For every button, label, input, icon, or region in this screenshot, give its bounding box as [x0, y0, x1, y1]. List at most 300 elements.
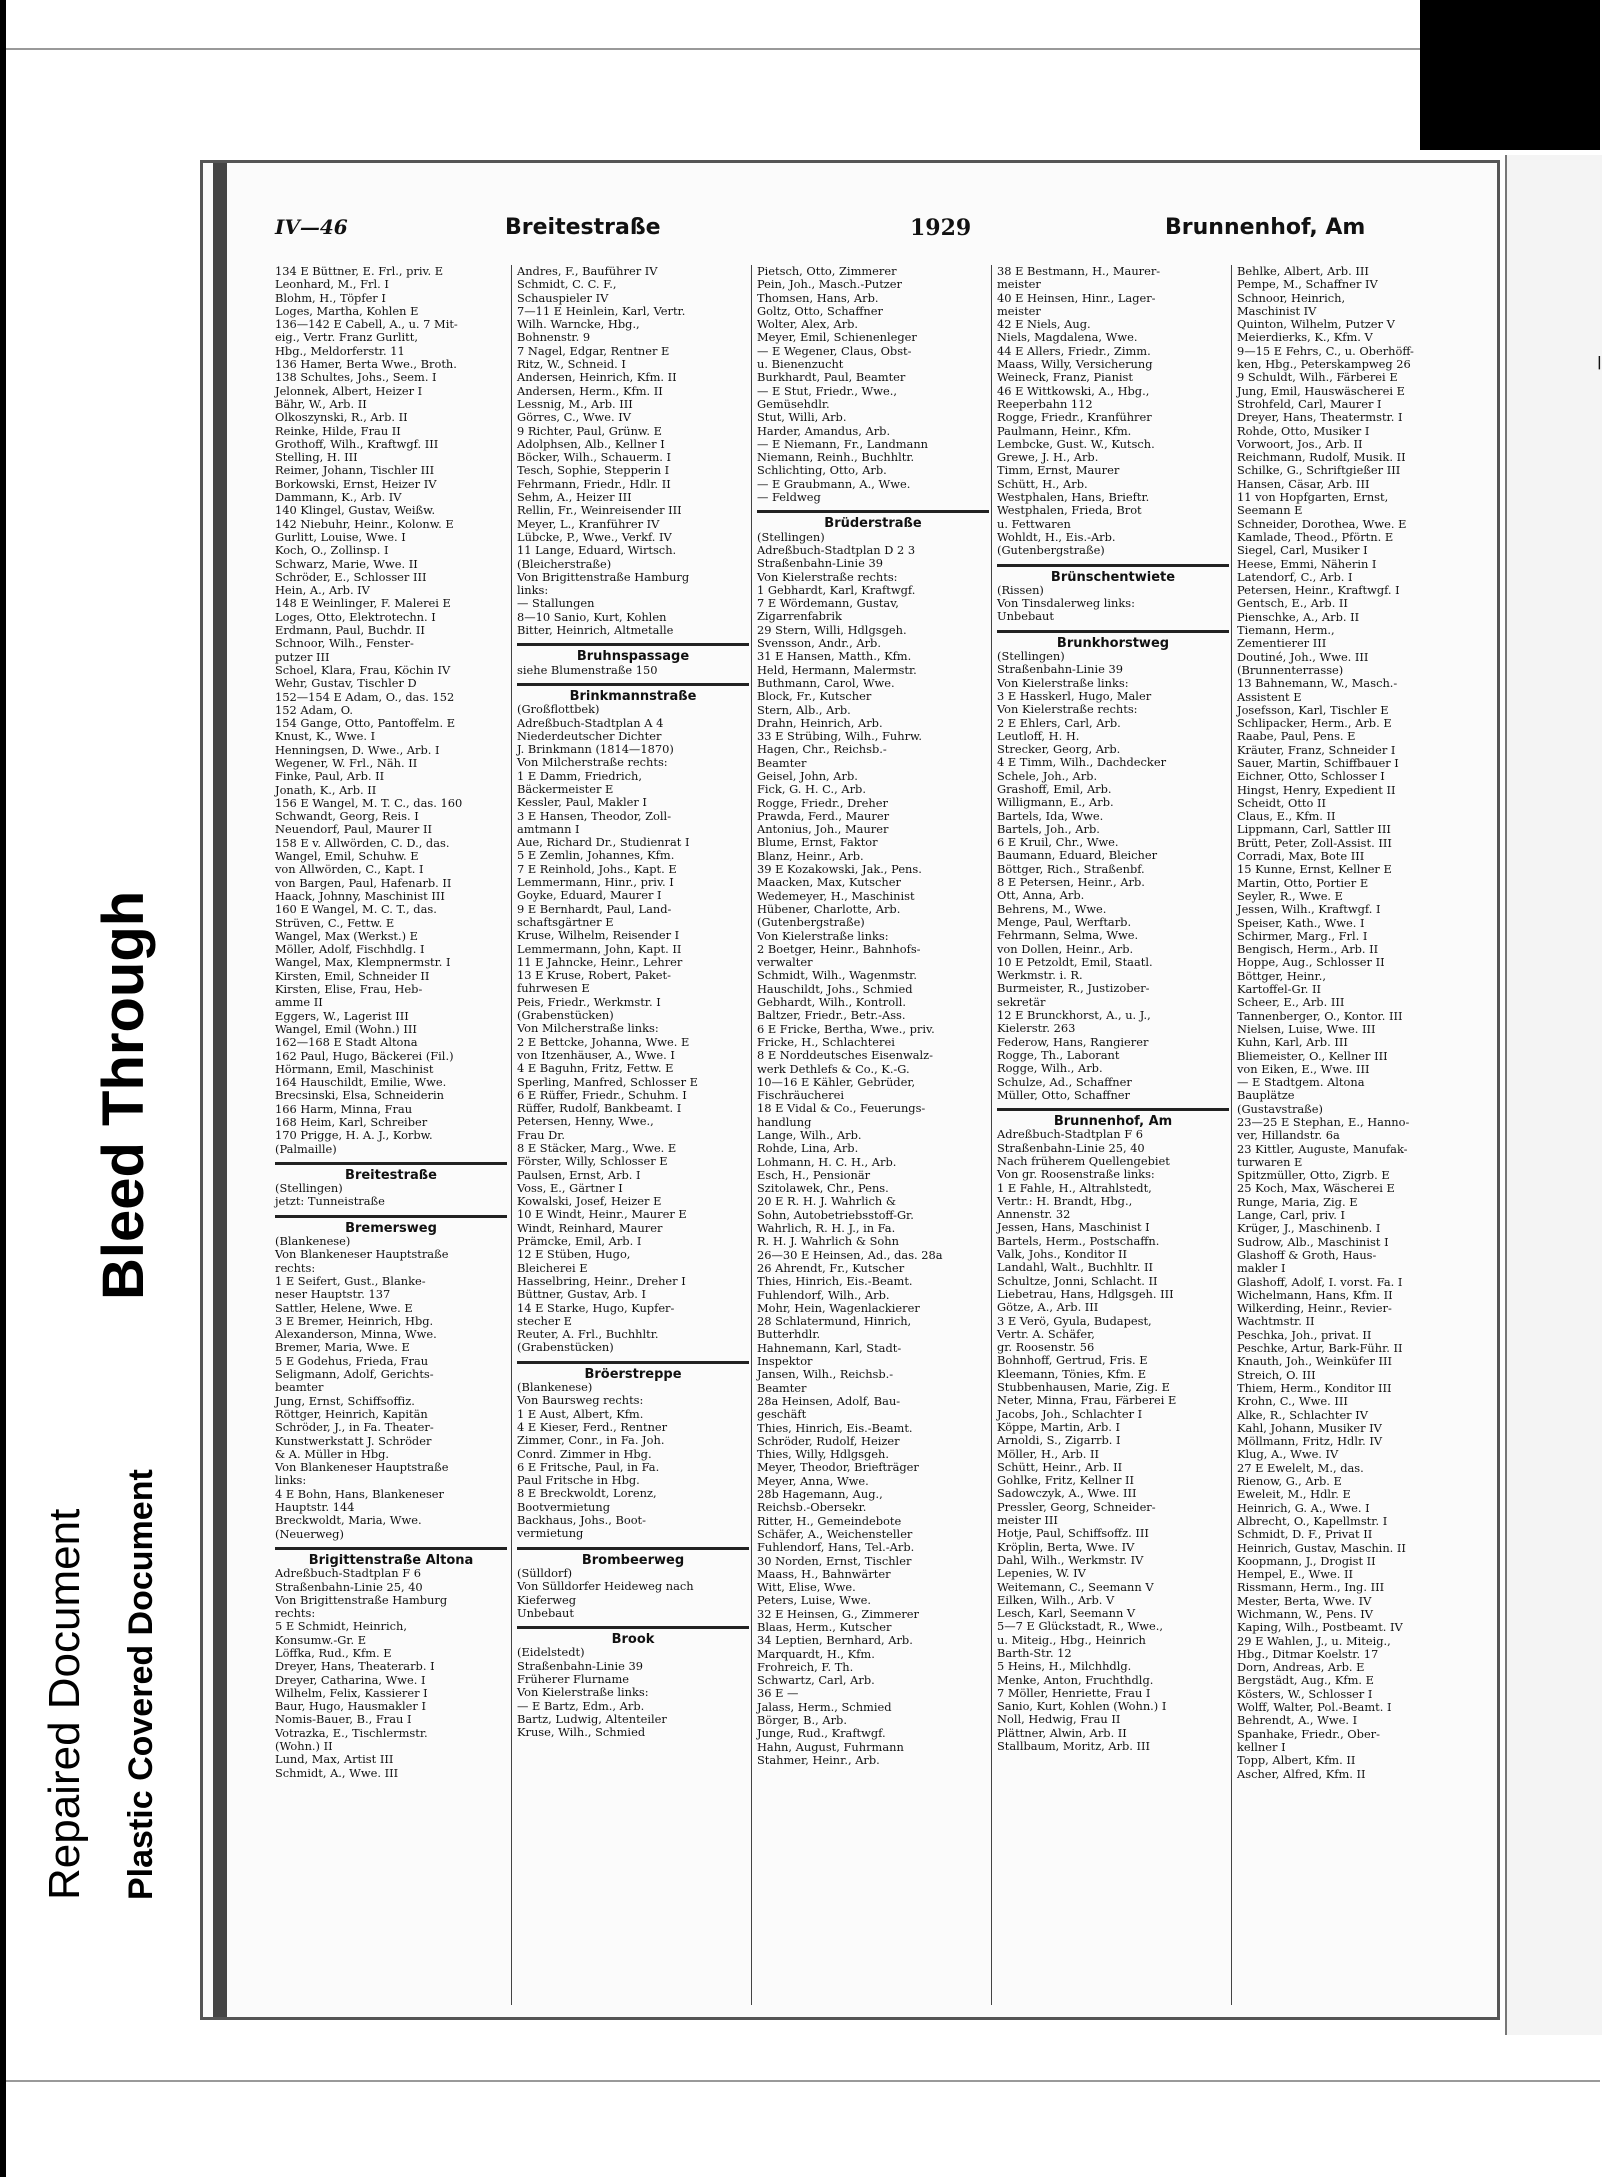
column-1 — [275, 265, 507, 2005]
directory-entry: Alke, R., Schlachter IV — [1237, 1407, 1368, 1422]
directory-entry: 140 Klingel, Gustav, Weißw. — [275, 503, 436, 518]
directory-entry: 5 Heins, H., Milchhdlg. — [997, 1659, 1132, 1674]
directory-entry: Glashoff & Groth, Haus- — [1237, 1247, 1377, 1262]
directory-entry: Börger, B., Arb. — [757, 1713, 847, 1728]
directory-entry: Ott, Anna, Arb. — [997, 888, 1085, 903]
directory-entry: Kahl, Johann, Musiker IV — [1237, 1420, 1382, 1435]
running-head-right: Brunnenhof, Am — [1165, 215, 1366, 240]
directory-entry: 32 E Heinsen, G., Zimmerer — [757, 1606, 919, 1621]
directory-entry: Sohn, Autobetriebsstoff-Gr. — [757, 1207, 914, 1222]
directory-entry: Straßenbahn-Linie 39 — [997, 662, 1123, 677]
directory-entry: Maacken, Max, Kutscher — [757, 875, 901, 890]
directory-entry: Heese, Emmi, Näherin I — [1237, 556, 1377, 571]
directory-entry: Peschka, Joh., privat. II — [1237, 1327, 1372, 1342]
directory-entry: Mohr, Hein, Wagenlackierer — [757, 1300, 920, 1315]
directory-entry: Kruse, Wilhelm, Reisender I — [517, 928, 680, 943]
directory-entry: Adreßbuch-Stadtplan F 6 — [997, 1127, 1143, 1142]
directory-entry: Förster, Willy, Schlosser E — [517, 1154, 668, 1169]
directory-entry: u. Bienenzucht — [757, 357, 844, 372]
directory-entry: Bähr, W., Arb. II — [275, 396, 367, 411]
directory-entry: Sattler, Helene, Wwe. E — [275, 1300, 413, 1315]
directory-entry: Schneider, Dorothea, Wwe. E — [1237, 516, 1407, 531]
directory-entry: 2 E Bettcke, Johanna, Wwe. E — [517, 1034, 690, 1049]
directory-entry: Siegel, Carl, Musiker I — [1237, 543, 1368, 558]
directory-entry: Szitolawek, Chr., Pens. — [757, 1181, 889, 1196]
directory-entry: Pressler, Georg, Schneider- — [997, 1499, 1156, 1514]
directory-entry: Neuendorf, Paul, Maurer II — [275, 822, 432, 837]
directory-entry: 26—30 E Heinsen, Ad., das. 28a — [757, 1247, 943, 1262]
directory-entry: 4 E Bohn, Hans, Blankeneser — [275, 1486, 444, 1501]
directory-entry: Hübener, Charlotte, Arb. — [757, 901, 901, 916]
directory-entry: Wolter, Alex, Arb. — [757, 317, 859, 332]
directory-entry: 4 E Timm, Wilh., Dachdecker — [997, 755, 1167, 770]
directory-entry: — E Graubmann, A., Wwe. — [757, 476, 911, 491]
directory-entry: 7 E Reinhold, Johs., Kapt. E — [517, 861, 677, 876]
directory-entry: Pietsch, Otto, Zimmerer — [757, 264, 897, 278]
directory-entry: Reeperbahn 112 — [997, 396, 1093, 411]
directory-entry: Rogge, Friedr., Dreher — [757, 795, 888, 810]
directory-entry: 23—25 E Stephan, E., Hanno- — [1237, 1115, 1410, 1129]
directory-entry: 30 Norden, Ernst, Tischler — [757, 1553, 912, 1568]
directory-entry: Hbg., Ditmar Koelstr. 17 — [1237, 1646, 1379, 1661]
directory-entry: Koopmann, J., Drogist II — [1237, 1553, 1376, 1568]
directory-entry: werk Dethlefs & Co., K.-G. — [757, 1061, 910, 1076]
directory-entry: Schlichting, Otto, Arb. — [757, 463, 887, 478]
directory-entry: Früherer Flurname — [517, 1671, 630, 1686]
directory-entry: 4 E Kieser, Ferd., Rentner — [517, 1419, 668, 1434]
directory-entry: Strüven, C., Fettw. E — [275, 915, 395, 930]
directory-entry: Wehr, Gustav, Tischler D — [275, 676, 417, 691]
directory-entry: Schnoor, Heinrich, — [1237, 290, 1346, 305]
directory-entry: Baltzer, Friedr., Betr.-Ass. — [757, 1008, 906, 1023]
directory-entry: Tesch, Sophie, Stepperin I — [517, 463, 670, 478]
directory-entry: Behlke, Albert, Arb. III — [1237, 264, 1369, 278]
directory-entry: Schmidt, C. C. F., — [517, 277, 617, 292]
directory-entry: Behrens, M., Wwe. — [997, 901, 1107, 916]
directory-entry: 168 Heim, Karl, Schreiber — [275, 1115, 428, 1129]
directory-entry: Baur, Hugo, Hausmakler I — [275, 1699, 426, 1714]
directory-entry: 9 Richter, Paul, Grünw. E — [517, 423, 662, 438]
directory-entry: Wolff, Walter, Pol.-Beamt. I — [1237, 1700, 1392, 1715]
street-heading: Bremersweg — [275, 1215, 507, 1235]
directory-entry: Sadowczyk, A., Wwe. III — [997, 1486, 1137, 1501]
directory-entry: Eggers, W., Lagerist III — [275, 1008, 409, 1023]
directory-entry: siehe Blumenstraße 150 — [517, 662, 658, 677]
directory-entry: Rüffer, Rudolf, Bankbeamt. I — [517, 1101, 682, 1116]
directory-entry: — E Stut, Friedr., Wwe., — [757, 383, 898, 398]
directory-entry: Voss, E., Gärtner I — [517, 1180, 623, 1195]
directory-entry: Niemann, Reinh., Buchhltr. — [757, 450, 915, 465]
directory-entry: Speiser, Kath., Wwe. I — [1237, 915, 1365, 930]
directory-entry: geschäft — [757, 1407, 807, 1422]
directory-entry: (Gustavstraße) — [1237, 1101, 1323, 1116]
directory-entry: Blohm, H., Töpfer I — [275, 290, 386, 305]
directory-entry: Schmidt, Wilh., Wagenmstr. — [757, 968, 917, 983]
directory-entry: 7 Nagel, Edgar, Rentner E — [517, 343, 670, 358]
directory-entry: Nach früherem Quellengebiet — [997, 1154, 1170, 1168]
directory-entry: Hoppe, Aug., Schlosser II — [1237, 955, 1385, 970]
directory-entry: Grashoff, Emil, Arb. — [997, 781, 1112, 796]
directory-entry: Kaping, Wilh., Postbeamt. IV — [1237, 1620, 1403, 1635]
directory-entry: Paulsen, Ernst, Arb. I — [517, 1167, 641, 1182]
directory-entry: Bartels, Herm., Postschaffn. — [997, 1233, 1160, 1248]
directory-entry: Grewe, J. H., Arb. — [997, 450, 1099, 465]
directory-entry: Böcker, Wilh., Schauerm. I — [517, 450, 672, 465]
directory-entry: Wangel, Max (Werkst.) E — [275, 928, 418, 943]
directory-entry: Hasselbring, Heinr., Dreher I — [517, 1273, 686, 1288]
directory-entry: amtmann I — [517, 821, 580, 836]
directory-entry: Valk, Johs., Konditor II — [997, 1247, 1128, 1262]
directory-entry: Vorwoort, Jos., Arb. II — [1237, 436, 1363, 451]
directory-entry: Adreßbuch-Stadtplan D 2 3 — [757, 542, 916, 557]
directory-entry: Möllmann, Fritz, Hdlr. IV — [1237, 1434, 1383, 1449]
directory-entry: 8 E Stäcker, Marg., Wwe. E — [517, 1141, 677, 1155]
directory-entry: Bergstädt, Aug., Kfm. E — [1237, 1673, 1374, 1688]
directory-entry: 152 Adam, O. — [275, 702, 354, 717]
directory-entry: Thomsen, Hans, Arb. — [757, 290, 879, 305]
directory-entry: Alexanderson, Minna, Wwe. — [275, 1327, 437, 1342]
directory-entry: — Stallungen — [517, 596, 595, 611]
directory-entry: 5 E Schmidt, Heinrich, — [275, 1619, 407, 1634]
directory-entry: Grothoff, Wilh., Kraftwgf. III — [275, 436, 439, 451]
directory-entry: Bohnenstr. 9 — [517, 330, 591, 345]
directory-entry: Kessler, Paul, Makler I — [517, 795, 647, 810]
directory-entry: Heinrich, G. A., Wwe. I — [1237, 1500, 1370, 1515]
directory-entry: Eilken, Wilh., Arb. V — [997, 1592, 1115, 1607]
directory-entry: 23 Kittler, Auguste, Manufak- — [1237, 1141, 1408, 1156]
directory-entry: Stut, Willi, Arb. — [757, 410, 847, 425]
directory-entry: turwaren E — [1237, 1154, 1303, 1169]
directory-entry: ver, Hillandstr. 6a — [1237, 1128, 1340, 1143]
directory-entry: 6 E Rüffer, Friedr., Schuhm. I — [517, 1087, 687, 1102]
directory-entry: 7—11 E Heinlein, Karl, Vertr. — [517, 303, 686, 318]
directory-entry: Albrecht, O., Kapellmstr. I — [1237, 1513, 1388, 1528]
column-5 — [1231, 265, 1469, 2005]
scan-corner-shadow — [1420, 0, 1600, 150]
directory-entry: (Brunnenterrasse) — [1237, 662, 1344, 677]
directory-entry: Möller, H., Arb. II — [997, 1446, 1099, 1461]
directory-entry: Willigmann, E., Arb. — [997, 795, 1114, 810]
directory-entry: Lepenies, W. IV — [997, 1566, 1086, 1581]
directory-entry: Thies, Hinrich, Eis.-Beamt. — [757, 1274, 913, 1289]
directory-entry: Jessen, Wilh., Kraftwgf. I — [1237, 902, 1381, 917]
directory-entry: — E Bartz, Edm., Arb. — [517, 1698, 645, 1713]
directory-entry: 15 Kunne, Ernst, Kellner E — [1237, 862, 1392, 877]
directory-entry: Schultze, Jonni, Schlacht. II — [997, 1273, 1158, 1288]
directory-entry: Zigarrenfabrik — [757, 609, 842, 624]
directory-entry: Baumann, Eduard, Bleicher — [997, 848, 1158, 863]
directory-entry: eig., Vertr. Franz Gurlitt, — [275, 330, 418, 345]
directory-entry: Streich, O. III — [1237, 1367, 1316, 1382]
directory-entry: Rellin, Fr., Weinreisender III — [517, 503, 682, 518]
directory-entry: 42 E Niels, Aug. — [997, 317, 1091, 332]
directory-entry: Westphalen, Hans, Brieftr. — [997, 490, 1150, 505]
directory-entry: Haack, Johnny, Maschinist III — [275, 888, 445, 903]
directory-entry: Pein, Joh., Masch.-Putzer — [757, 277, 902, 292]
directory-entry: Svensson, Andr., Arb. — [757, 636, 881, 651]
page-header — [275, 215, 1477, 245]
directory-entry: 138 Schultes, Johs., Seem. I — [275, 370, 437, 385]
directory-entry: 10—16 E Kähler, Gebrüder, — [757, 1074, 916, 1089]
directory-entry: Kowalski, Josef, Heizer E — [517, 1194, 662, 1209]
directory-entry: 3 E Verö, Gyula, Budapest, — [997, 1313, 1152, 1328]
directory-entry: rechts: — [275, 1606, 316, 1621]
directory-entry: Wangel, Max, Klempnermstr. I — [275, 955, 451, 970]
directory-entry: Thiem, Herm., Konditor III — [1237, 1380, 1392, 1395]
directory-entry: Wangel, Emil (Wohn.) III — [275, 1021, 417, 1036]
directory-entry: Burkhardt, Paul, Beamter — [757, 370, 906, 385]
directory-entry: Esch, H., Pensionär — [757, 1167, 871, 1182]
directory-entry: 1 E Seifert, Gust., Blanke- — [275, 1273, 426, 1288]
directory-entry: — E Wegener, Claus, Obst- — [757, 343, 912, 358]
directory-entry: (Blankenese) — [517, 1380, 593, 1395]
directory-entry: Lesch, Karl, Seemann V — [997, 1606, 1136, 1621]
directory-entry: Loges, Martha, Kohlen E — [275, 303, 419, 318]
directory-entry: 160 E Wangel, M. C. T., das. — [275, 902, 437, 917]
directory-entry: putzer III — [275, 649, 330, 664]
directory-entry: Schröder, E., Schlosser III — [275, 569, 427, 584]
directory-entry: Köppe, Martin, Arb. I — [997, 1419, 1121, 1434]
directory-entry: Petersen, Henny, Wwe., — [517, 1114, 654, 1129]
directory-entry: Scheer, E., Arb. III — [1237, 995, 1345, 1010]
directory-entry: Lund, Max, Artist III — [275, 1752, 394, 1767]
directory-entry: Noll, Hedwig, Frau II — [997, 1712, 1121, 1727]
directory-entry: Götze, A., Arb. III — [997, 1300, 1099, 1315]
directory-entry: Von Blankeneser Hauptstraße — [275, 1460, 449, 1475]
street-heading: Brunkhorstweg — [997, 630, 1229, 650]
directory-entry: 28 Schlatermund, Hinrich, — [757, 1314, 912, 1329]
directory-entry: Eichner, Otto, Schlosser I — [1237, 769, 1385, 784]
directory-entry: (Sülldorf) — [517, 1565, 573, 1580]
directory-entry: Straßenbahn-Linie 25, 40 — [275, 1579, 423, 1594]
directory-entry: Löffka, Rud., Kfm. E — [275, 1645, 392, 1660]
directory-entry: 13 E Kruse, Robert, Paket- — [517, 968, 671, 983]
directory-entry: Stahmer, Heinr., Arb. — [757, 1752, 880, 1767]
directory-entry: Hingst, Henry, Expedient II — [1237, 782, 1396, 797]
directory-entry: Topp, Albert, Kfm. II — [1237, 1753, 1356, 1768]
directory-entry: Meyer, Anna, Wwe. — [757, 1473, 869, 1488]
directory-entry: Schröder, Rudolf, Heizer — [757, 1433, 900, 1448]
directory-entry: Borkowski, Ernst, Heizer IV — [275, 476, 437, 491]
directory-entry: Bauplätze — [1237, 1088, 1295, 1103]
directory-entry: 39 E Kozakowski, Jak., Pens. — [757, 862, 922, 877]
directory-entry: Rogge, Friedr., Kranführer — [997, 410, 1152, 425]
directory-entry: Hansen, Cäsar, Arb. III — [1237, 476, 1370, 491]
directory-entry: 36 E — — [757, 1686, 799, 1701]
directory-entry: Schwandt, Georg, Reis. I — [275, 809, 419, 824]
directory-entry: Jung, Emil, Hauswäscherei E — [1237, 383, 1405, 398]
directory-entry: Schilke, G., Schriftgießer III — [1237, 463, 1401, 478]
directory-entry: Müller, Otto, Schaffner — [997, 1087, 1130, 1102]
directory-entry: 8—10 Sanio, Kurt, Kohlen — [517, 609, 667, 624]
directory-entry: Scheidt, Otto II — [1237, 795, 1326, 810]
directory-entry: Kielerstr. 263 — [997, 1021, 1076, 1036]
directory-entry: 11 Lange, Eduard, Wirtsch. — [517, 543, 677, 558]
directory-entry: 156 E Wangel, M. T. C., das. 160 — [275, 795, 463, 810]
directory-entry: Wohldt, H., Eis.-Arb. — [997, 529, 1116, 544]
directory-entry: Buthmann, Carol, Wwe. — [757, 675, 895, 690]
directory-entry: Antonius, Joh., Maurer — [757, 822, 889, 837]
directory-entry: Behrendt, A., Wwe. I — [1237, 1713, 1358, 1728]
directory-entry: Strohfeld, Carl, Maurer I — [1237, 396, 1382, 411]
directory-entry: R. H. J. Wahrlich & Sohn — [757, 1234, 899, 1249]
directory-entry: Reichmann, Rudolf, Musik. II — [1237, 450, 1406, 465]
directory-entry: Von Baursweg rechts: — [517, 1393, 644, 1408]
directory-entry: Wangel, Emil, Schuhw. E — [275, 849, 419, 864]
directory-entry: Von Tinsdalerweg links: — [997, 596, 1135, 611]
directory-entry: Dreyer, Catharina, Wwe. I — [275, 1672, 426, 1687]
directory-entry: Leutloff, H. H. — [997, 728, 1080, 743]
directory-entry: Annenstr. 32 — [997, 1207, 1071, 1222]
directory-entry: Butterhdlr. — [757, 1327, 821, 1342]
directory-entry: Konsumw.-Gr. E — [275, 1632, 367, 1647]
directory-entry: Von gr. Roosenstraße links: — [997, 1167, 1155, 1182]
directory-entry: Werkmstr. i. R. — [997, 968, 1083, 983]
directory-entry: Von Milcherstraße links: — [517, 1021, 659, 1036]
street-heading: Breitestraße — [275, 1162, 507, 1182]
directory-entry: (Gutenbergstraße) — [997, 543, 1105, 558]
directory-entry: Tannenberger, O., Kontor. III — [1237, 1008, 1403, 1023]
directory-entry: Lippmann, Carl, Sattler III — [1237, 822, 1391, 837]
directory-entry: (Rissen) — [997, 582, 1044, 597]
directory-entry: Kieferweg — [517, 1592, 577, 1607]
directory-entry: Schoel, Klara, Frau, Köchin IV — [275, 662, 451, 677]
directory-entry: Marquardt, H., Kfm. — [757, 1646, 875, 1661]
directory-entry: Arnoldi, S., Zigarrb. I — [997, 1433, 1121, 1448]
directory-entry: links: — [517, 583, 549, 598]
directory-entry: Paulmann, Heinr., Kfm. — [997, 423, 1132, 438]
scan-border-left — [0, 0, 6, 2177]
directory-entry: Windt, Reinhard, Maurer — [517, 1220, 663, 1235]
directory-entry: Niederdeutscher Dichter — [517, 728, 662, 743]
directory-entry: J. Brinkmann (1814—1870) — [517, 742, 674, 757]
directory-entry: Hotje, Paul, Schiffsoffz. III — [997, 1526, 1149, 1541]
directory-entry: Prawda, Ferd., Maurer — [757, 808, 890, 823]
page-year: 1929 — [910, 215, 972, 241]
directory-entry: Drahn, Heinrich, Arb. — [757, 715, 883, 730]
directory-entry: Henningsen, D. Wwe., Arb. I — [275, 742, 440, 757]
directory-entry: Beamter — [757, 1380, 807, 1395]
directory-entry: Raabe, Paul, Pens. E — [1237, 729, 1356, 744]
directory-entry: & A. Müller in Hbg. — [275, 1446, 390, 1461]
directory-entry: Assistent E — [1237, 689, 1302, 704]
directory-entry: Witt, Elise, Wwe. — [757, 1580, 856, 1595]
directory-entry: 14 E Starke, Hugo, Kupfer- — [517, 1300, 675, 1315]
directory-entry: 13 Bahnemann, W., Masch.- — [1237, 676, 1398, 691]
directory-entry: Jelonnek, Albert, Heizer I — [275, 383, 423, 398]
directory-entry: (Gutenbergstraße) — [757, 915, 865, 930]
directory-entry: (Stellingen) — [997, 649, 1065, 664]
directory-entry: Zementierer III — [1237, 636, 1327, 651]
directory-entry: Pienschke, A., Arb. II — [1237, 609, 1360, 624]
directory-entry: Liebetrau, Hans, Hdlgsgeh. III — [997, 1286, 1174, 1301]
directory-entry: Von Sülldorfer Heideweg nach — [517, 1579, 694, 1594]
street-heading: Brüderstraße — [757, 510, 989, 530]
directory-entry: Nielsen, Luise, Wwe. III — [1237, 1021, 1376, 1036]
directory-entry: u. Fettwaren — [997, 516, 1071, 531]
directory-entry: 162—168 E Stadt Altona — [275, 1035, 418, 1050]
directory-entry: Unbebaut — [517, 1605, 574, 1620]
directory-entry: Neter, Minna, Frau, Färberei E — [997, 1393, 1177, 1408]
directory-entry: Kruse, Wilh., Schmied — [517, 1725, 646, 1740]
directory-entry: Dahl, Wilh., Werkmstr. IV — [997, 1552, 1144, 1567]
directory-entry: 38 E Bestmann, H., Maurer- — [997, 264, 1161, 278]
directory-entry: 12 E Stüben, Hugo, — [517, 1247, 631, 1262]
directory-entry: Bohnhoff, Gertrud, Fris. E — [997, 1353, 1148, 1368]
directory-entry: Quinton, Wilhelm, Putzer V — [1237, 317, 1395, 332]
directory-entry: Ritter, H., Gemeindebote — [757, 1513, 902, 1528]
directory-entry: Bliemeister, O., Kellner III — [1237, 1048, 1388, 1063]
directory-entry: (Blankenese) — [275, 1234, 351, 1249]
directory-entry: (Stellingen) — [757, 529, 825, 544]
directory-entry: Jacobs, Joh., Schlachter I — [997, 1406, 1143, 1421]
directory-entry: 34 Leptien, Bernhard, Arb. — [757, 1633, 913, 1648]
directory-entry: Krohn, C., Wwe. III — [1237, 1394, 1348, 1409]
directory-entry: Erdmann, Paul, Buchdr. II — [275, 623, 425, 638]
page-spine — [213, 163, 227, 2017]
directory-entry: 9 E Bernhardt, Paul, Land- — [517, 901, 672, 916]
directory-entry: Stubbenhausen, Marie, Zig. E — [997, 1380, 1170, 1395]
column-3 — [751, 265, 989, 2005]
directory-entry: meister — [997, 303, 1041, 318]
directory-entry: Gebhardt, Wilh., Kontroll. — [757, 995, 906, 1010]
directory-entry: Fick, G. H. C., Arb. — [757, 782, 866, 797]
directory-entry: Straßenbahn-Linie 39 — [757, 556, 883, 571]
directory-entry: Schwartz, Carl, Arb. — [757, 1673, 875, 1688]
directory-entry: sekretär — [997, 994, 1046, 1009]
directory-entry: Fehrmann, Friedr., Hdlr. II — [517, 476, 671, 491]
directory-entry: Jonath, K., Arb. II — [275, 782, 377, 797]
directory-entry: Strecker, Georg, Arb. — [997, 742, 1121, 757]
directory-entry: (Bleicherstraße) — [517, 556, 612, 571]
directory-entry: Lübcke, P., Wwe., Verkf. IV — [517, 529, 672, 544]
directory-entry: Knauth, Joh., Weinküfer III — [1237, 1354, 1393, 1369]
directory-entry: Nomis-Bauer, B., Frau I — [275, 1712, 412, 1727]
directory-entry: beamter — [275, 1380, 324, 1395]
directory-entry: Loges, Otto, Elektrotechn. I — [275, 609, 436, 624]
directory-entry: Heinrich, Gustav, Maschin. II — [1237, 1540, 1406, 1555]
directory-entry: Bartz, Ludwig, Altenteiler — [517, 1711, 667, 1726]
directory-entry: 6 E Fritsche, Paul, in Fa. — [517, 1459, 660, 1474]
directory-entry: 18 E Vidal & Co., Feuerungs- — [757, 1101, 926, 1116]
directory-entry: Lohmann, H. C. H., Arb. — [757, 1154, 897, 1169]
directory-entry: Josefsson, Karl, Tischler E — [1237, 702, 1389, 717]
directory-entry: Jalass, Herm., Schmied — [757, 1699, 892, 1714]
directory-entry: Möller, Adolf, Fischhdlg. I — [275, 942, 425, 957]
label-repaired-document: Repaired Document — [40, 1508, 89, 1900]
directory-entry: jetzt: Tunneistraße — [275, 1194, 385, 1209]
directory-entry: Fuhlendorf, Wilh., Arb. — [757, 1287, 890, 1302]
directory-entry: Claus, E., Kfm. II — [1237, 809, 1336, 824]
directory-entry: Kirsten, Emil, Schneider II — [275, 968, 430, 983]
directory-entry: Bengisch, Herm., Arb. II — [1237, 942, 1379, 957]
directory-entry: Andersen, Herm., Kfm. II — [517, 383, 663, 398]
directory-entry: Kamlade, Theod., Pförtn. E — [1237, 529, 1394, 544]
directory-entry: handlung — [757, 1114, 812, 1129]
directory-entry: 2 E Ehlers, Carl, Arb. — [997, 715, 1121, 730]
directory-entry: Sudrow, Alb., Maschinist I — [1237, 1234, 1389, 1249]
directory-entry: Doutiné, Joh., Wwe. III — [1237, 649, 1369, 664]
directory-entry: Maass, H., Bahnwärter — [757, 1566, 891, 1581]
directory-entry: Stern, Alb., Arb. — [757, 702, 851, 717]
directory-entry: Reichsb.-Obersekr. — [757, 1500, 867, 1515]
directory-entry: Votrazka, E., Tischlermstr. — [275, 1725, 428, 1740]
directory-entry: Wichelmann, Hans, Kfm. II — [1237, 1287, 1393, 1302]
directory-entry: Lessnig, M., Arb. III — [517, 396, 633, 411]
directory-entry: Meierdierks, K., Kfm. V — [1237, 330, 1373, 345]
directory-entry: Kuhn, Karl, Arb. III — [1237, 1035, 1348, 1050]
directory-entry: von Dollen, Heinr., Arb. — [997, 941, 1134, 956]
